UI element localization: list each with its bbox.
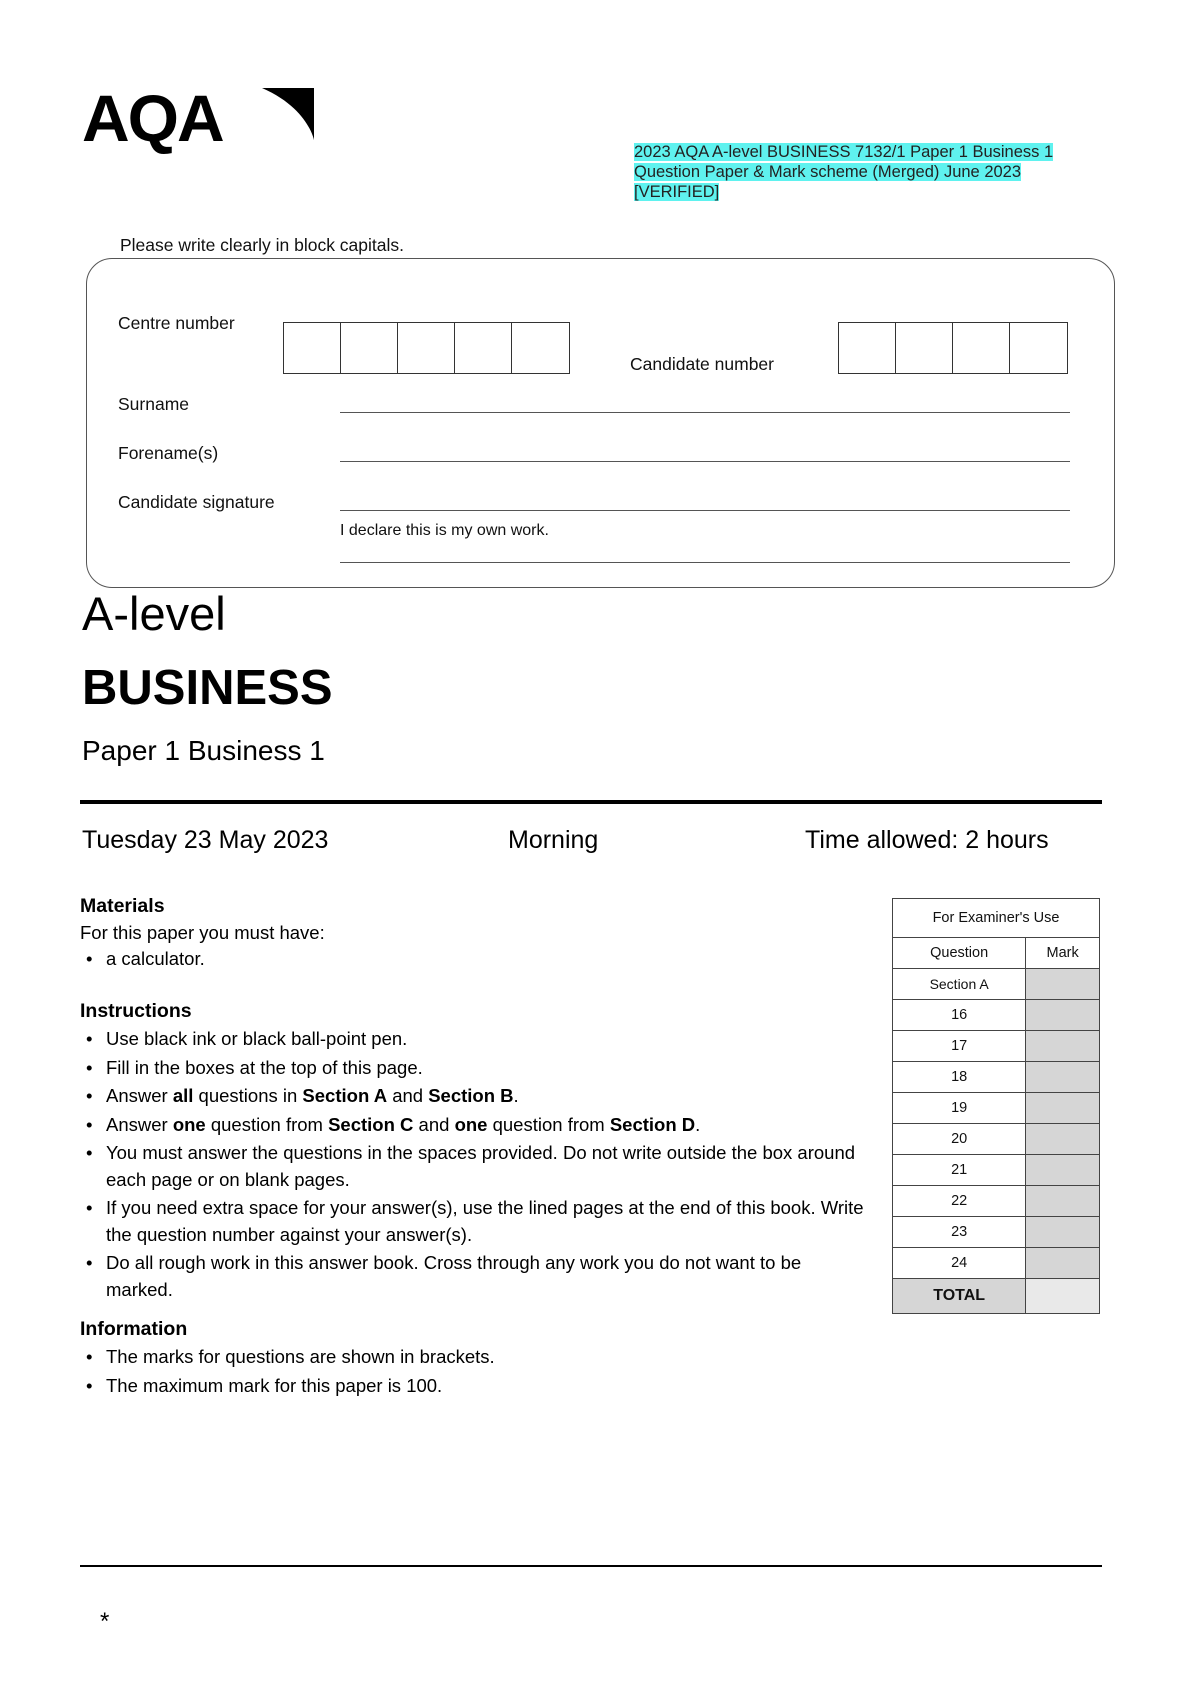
surname-field[interactable] [340,412,1070,413]
examiner-question-number: 22 [893,1186,1026,1217]
declaration-field[interactable] [340,562,1070,563]
paper-title: Paper 1 Business 1 [82,735,325,766]
examiner-mark-cell[interactable] [1026,1000,1100,1031]
examiner-mark-cell[interactable] [1026,1186,1100,1217]
instructions-list [80,1026,870,1305]
leaf-icon [260,86,316,142]
aqa-logo [82,82,342,162]
table-row [893,1155,1100,1186]
examiner-table-title-row [893,899,1100,938]
examiner-mark-cell[interactable] [1026,1217,1100,1248]
examiner-mark-cell[interactable] [1026,1093,1100,1124]
examiner-mark-cell[interactable] [1026,1248,1100,1279]
examiner-table-title: For Examiner's Use [893,899,1100,938]
list-item: • a calculator. [80,946,870,973]
examiner-col-question: Question [893,938,1026,969]
examiner-question-number: 19 [893,1093,1026,1124]
list-item: • If you need extra space for your answer(s), use the lined pages at the end of this book. Write the question number against your answer(s). [80,1195,870,1248]
examiner-total-mark[interactable] [1026,1279,1100,1314]
document-highlight-title-text: 2023 AQA A-level BUSINESS 7132/1 Paper 1 Business 1 Question Paper & Mark scheme (Merged) June 2023 [VERIFIED] [634,143,1054,201]
exam-time-allowed: Time allowed: 2 hours [805,826,1049,854]
candidate-signature-field[interactable] [340,510,1070,511]
centre-number-cell[interactable] [284,323,341,373]
aqa-logo-text: AQA [82,81,223,155]
candidate-details-box [86,258,1115,588]
examiner-mark-cell[interactable] [1026,1124,1100,1155]
examiner-mark-cell[interactable] [1026,1155,1100,1186]
candidate-number-cell[interactable] [1010,323,1067,373]
block-capitals-note: Please write clearly in block capitals. [120,235,405,255]
list-item: • Answer one question from Section C and one question from Section D. [80,1112,870,1139]
materials-heading: Materials [80,895,165,917]
examiner-section-mark[interactable] [1026,969,1100,1000]
examiner-use-table [892,898,1100,1314]
qualification-title: A-level [82,587,226,640]
forenames-label: Forename(s) [118,443,219,463]
surname-label: Surname [118,394,190,414]
centre-number-cell[interactable] [398,323,455,373]
examiner-section-row [893,969,1100,1000]
list-item: • The maximum mark for this paper is 100. [80,1373,870,1400]
candidate-signature-label: Candidate signature [118,492,275,512]
document-highlight-title [634,142,1094,202]
examiner-question-number: 20 [893,1124,1026,1155]
table-row [893,1248,1100,1279]
list-item: • You must answer the questions in the spaces provided. Do not write outside the box around each page or on blank pages. [80,1140,870,1193]
centre-number-label: Centre number [118,313,235,333]
subject-title: BUSINESS [82,661,333,715]
forenames-field[interactable] [340,461,1070,462]
candidate-number-cell[interactable] [839,323,896,373]
exam-session: Morning [508,826,599,854]
candidate-number-cell[interactable] [896,323,953,373]
list-item: • Use black ink or black ball-point pen. [80,1026,870,1053]
examiner-mark-cell[interactable] [1026,1031,1100,1062]
divider-top [80,800,1102,804]
table-row [893,1217,1100,1248]
examiner-table-body [893,899,1100,1314]
table-row [893,1062,1100,1093]
examiner-question-number: 21 [893,1155,1026,1186]
table-row [893,1186,1100,1217]
table-row [893,1124,1100,1155]
information-heading: Information [80,1318,188,1340]
list-item: • The marks for questions are shown in brackets. [80,1344,870,1371]
declaration-text: I declare this is my own work. [340,522,549,539]
list-item: • Answer all questions in Section A and Section B. [80,1083,870,1110]
exam-date: Tuesday 23 May 2023 [82,826,329,854]
centre-number-cell[interactable] [455,323,512,373]
centre-number-cell[interactable] [512,323,569,373]
examiner-col-mark: Mark [1026,938,1100,969]
instructions-heading: Instructions [80,1000,192,1022]
materials-subheading: For this paper you must have: [80,922,325,943]
examiner-mark-cell[interactable] [1026,1062,1100,1093]
table-row [893,1000,1100,1031]
information-list [80,1344,870,1401]
candidate-number-input[interactable] [838,322,1068,374]
examiner-table-header-row [893,938,1100,969]
divider-bottom [80,1565,1102,1567]
candidate-number-label: Candidate number [630,354,774,374]
examiner-question-number: 17 [893,1031,1026,1062]
candidate-number-cell[interactable] [953,323,1010,373]
table-row [893,1093,1100,1124]
examiner-total-label: TOTAL [893,1279,1026,1314]
centre-number-cell[interactable] [341,323,398,373]
examiner-question-number: 23 [893,1217,1026,1248]
materials-list [80,946,870,973]
footer-asterisk: * [100,1608,110,1635]
examiner-question-number: 24 [893,1248,1026,1279]
examiner-section-label: Section A [893,969,1026,1000]
examiner-question-number: 18 [893,1062,1026,1093]
list-item: • Fill in the boxes at the top of this page. [80,1055,870,1082]
examiner-question-number: 16 [893,1000,1026,1031]
table-row [893,1031,1100,1062]
examiner-total-row [893,1279,1100,1314]
centre-number-input[interactable] [283,322,570,374]
list-item: • Do all rough work in this answer book. Cross through any work you do not want to be marked. [80,1250,870,1303]
